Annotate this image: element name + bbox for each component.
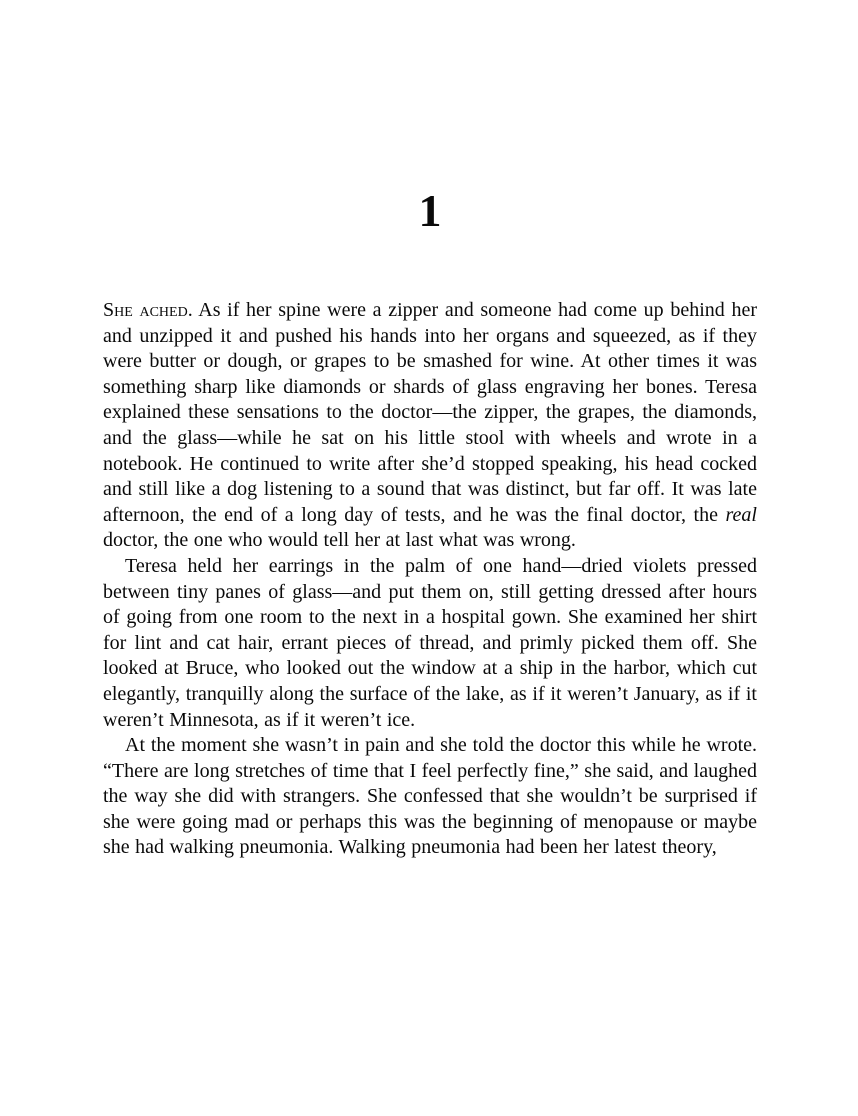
paragraph-text: . As if her spine were a zipper and someone had come up behind her and unzipped it and pushed his hands into her organs and squeezed, as if they were butter or dough, or grapes to be smashed for wine. At other times it was something sharp like diamonds or shards of glass engraving her bones. Teresa explained these sensations to the doctor—the zipper, the grapes, the diamonds, and the glass—while he sat on his little stool with wheels and wrote in a notebook. He continued to write after she’d stopped speaking, his head cocked and still like a dog listening to a sound that was distinct, but far off. It was late afternoon, the end of a long day of tests, and he was the final doctor, the xyxy=(103,299,757,526)
paragraph: At the moment she wasn’t in pain and she told the doctor this while he wrote. “There are long stretches of time that I feel perfectly fine,” she said, and laughed the way she did with strangers. She confessed that she wouldn’t be surprised if she were going mad or perhaps this was the beginning of menopause or maybe she had walking pneumonia. Walking pneumonia had been her latest theory, xyxy=(103,734,757,859)
paragraph-italic-word: real xyxy=(725,503,757,526)
paragraph: Teresa held her earrings in the palm of one hand—dried violets pressed between tiny panes of glass—and put them on, still getting dressed after hours of going from one room to the next in a hospital gown. She examined her shirt for lint and cat hair, errant pieces of thread, and primly picked them off. She looked at Bruce, who looked out the window at a ship in the harbor, which cut elegantly, tranquilly along the surface of the lake, as if it weren’t January, as if it weren’t Minnesota, as if it weren’t ice. xyxy=(103,554,757,731)
paragraph-text: doctor, the one who would tell her at last what was wrong. xyxy=(103,529,576,552)
body-text xyxy=(103,298,757,861)
paragraph xyxy=(103,298,757,554)
chapter-number: 1 xyxy=(418,185,442,236)
paragraph-lead-smallcaps: She ached xyxy=(103,299,188,321)
